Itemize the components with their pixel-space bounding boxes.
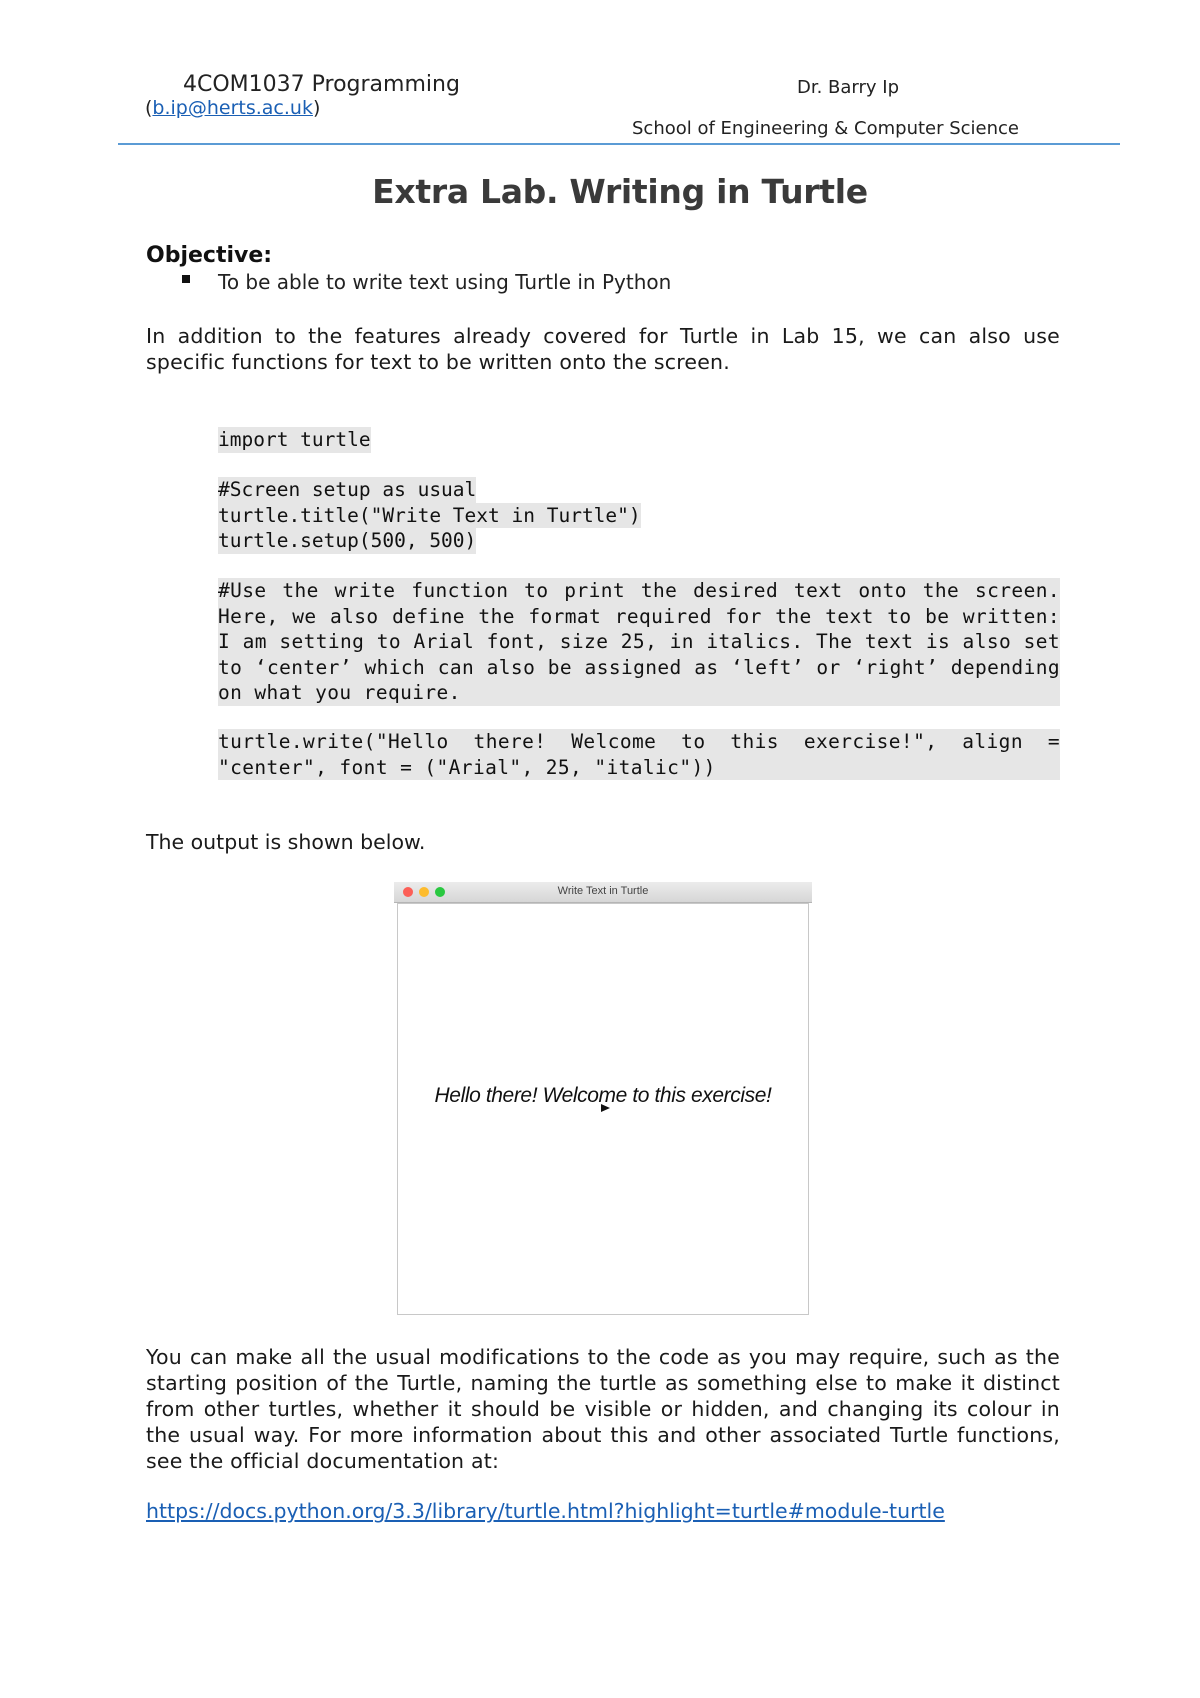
- window-titlebar: [394, 882, 812, 903]
- code-setup-block: [218, 477, 641, 554]
- document-title: Extra Lab. Writing in Turtle: [372, 172, 868, 211]
- window-title: Write Text in Turtle: [557, 885, 649, 897]
- code-line-title: turtle.title("Write Text in Turtle"): [218, 503, 641, 527]
- objective-item: To be able to write text using Turtle in Python: [218, 270, 672, 294]
- email-open-paren: (: [145, 97, 153, 119]
- header-divider: [118, 143, 1120, 145]
- code-line-write: turtle.write("Hello there! Welcome to this exercise!", align = "center", font = ("Arial", 25, "italic")): [218, 730, 1060, 779]
- author-name: Dr. Barry Ip: [797, 77, 900, 98]
- email-link[interactable]: b.ip@herts.ac.uk: [152, 97, 313, 119]
- turtle-output-text: Hello there! Welcome to this exercise!: [434, 1084, 772, 1107]
- turtle-canvas: [397, 903, 809, 1315]
- code-line-import: import turtle: [218, 428, 371, 451]
- turtle-window-screenshot: [394, 882, 812, 1316]
- intro-paragraph: In addition to the features already covered for Turtle in Lab 15, we can also use specific functions for text to be written onto the screen.: [146, 324, 1060, 374]
- output-label: The output is shown below.: [146, 830, 426, 854]
- course-code: 4COM1037 Programming: [183, 72, 460, 97]
- code-comment-write: #Use the write function to print the desired text onto the screen. Here, we also define the format required for the text to be written: I am setting to Arial font, size 25, in italics. The text is also set to ‘center’ which can also be assigned as ‘left’ or ‘right’ depending on what you require.: [218, 579, 1060, 704]
- code-import: [218, 427, 371, 453]
- closing-paragraph: You can make all the usual modifications to the code as you may require, such as the starting position of the Turtle, naming the turtle as something else to make it distinct from other turtles, whether it should be visible or hidden, and changing its colour in the usual way. For more information about this and other associated Turtle functions, see the official documentation at:: [146, 1345, 1060, 1473]
- code-line-setup: turtle.setup(500, 500): [218, 529, 477, 552]
- email-close-paren: ): [312, 97, 321, 119]
- bullet-square-icon: [182, 275, 190, 283]
- code-comment-setup: #Screen setup as usual: [218, 478, 477, 501]
- author-email: [145, 97, 320, 119]
- objective-heading: Objective:: [146, 243, 273, 268]
- school-name: School of Engineering & Computer Science: [632, 118, 1020, 139]
- documentation-link[interactable]: https://docs.python.org/3.3/library/turtle.html?highlight=turtle#module-turtle: [146, 1499, 945, 1523]
- turtle-arrow-icon: [601, 1104, 610, 1112]
